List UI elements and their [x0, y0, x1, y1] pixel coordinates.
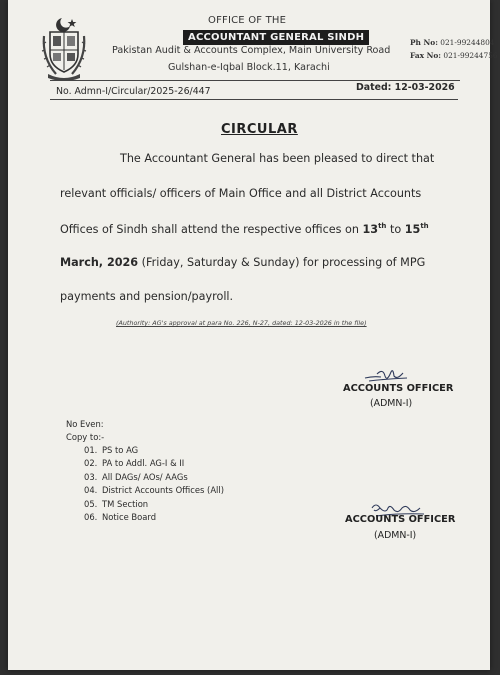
header-divider-top [50, 80, 460, 81]
fax-value: 021-99244756 [443, 51, 498, 60]
issue-date: Dated: 12-03-2026 [356, 82, 455, 93]
phone-value: 021-99244804 [440, 38, 495, 47]
circular-line-5: payments and pension/payroll. [60, 290, 234, 303]
government-emblem-icon [40, 14, 88, 82]
month-year: March, 2026 [60, 256, 139, 269]
accounts-officer-title-2: ACCOUNTS OFFICER [345, 514, 456, 525]
copy-to-list [84, 444, 224, 524]
end-day: 15th [404, 222, 429, 236]
fax-label: Fax No: [410, 51, 442, 60]
list-item: 04. District Accounts Offices (All) [84, 485, 224, 496]
copy-to-label: Copy to:- [66, 432, 105, 442]
list-item: 01. PS to AG [84, 445, 139, 455]
no-even-label: No Even: [66, 419, 104, 429]
phone-number [410, 38, 495, 47]
accounts-officer-dept-1: (ADMN-I) [370, 398, 413, 409]
accounts-officer-title-1: ACCOUNTS OFFICER [343, 383, 454, 394]
circular-title: CIRCULAR [221, 122, 298, 137]
office-of-label: OFFICE OF THE [208, 15, 287, 26]
circular-line-2: relevant officials/ officers of Main Office and all District Accounts [60, 187, 422, 200]
line4-text: (Friday, Saturday & Sunday) for processing of MPG [138, 256, 426, 269]
office-name-banner: ACCOUNTANT GENERAL SINDH [183, 30, 369, 45]
line3-text: Offices of Sindh shall attend the respective offices on [60, 223, 363, 236]
accounts-officer-dept-2: (ADMN-I) [374, 530, 417, 541]
list-item: 03. All DAGs/ AOs/ AAGs [84, 471, 188, 482]
circular-line-4 [60, 256, 425, 269]
line3-to: to [386, 223, 405, 236]
header-divider-bottom [50, 99, 458, 100]
list-item: 02. PA to Addl. AG-I & II [84, 458, 185, 469]
address-line-1: Pakistan Audit & Accounts Complex, Main University Road [112, 45, 391, 56]
start-day: 13th [362, 222, 387, 236]
reference-number: No. Admn-I/Circular/2025-26/447 [56, 86, 211, 97]
address-line-2: Gulshan-e-Iqbal Block.11, Karachi [168, 62, 330, 73]
circular-line-3 [60, 222, 429, 236]
list-item: 05. TM Section [84, 498, 149, 509]
circular-line-1: The Accountant General has been pleased to direct that [120, 152, 435, 165]
phone-label: Ph No: [410, 38, 438, 47]
document-page [8, 0, 498, 670]
fax-number [410, 51, 498, 60]
authority-note: (Authority: AG's approval at para No. 226, N-27, dated: 12-03-2026 in the file) [116, 319, 367, 327]
list-item: 06. Notice Board [84, 511, 157, 522]
